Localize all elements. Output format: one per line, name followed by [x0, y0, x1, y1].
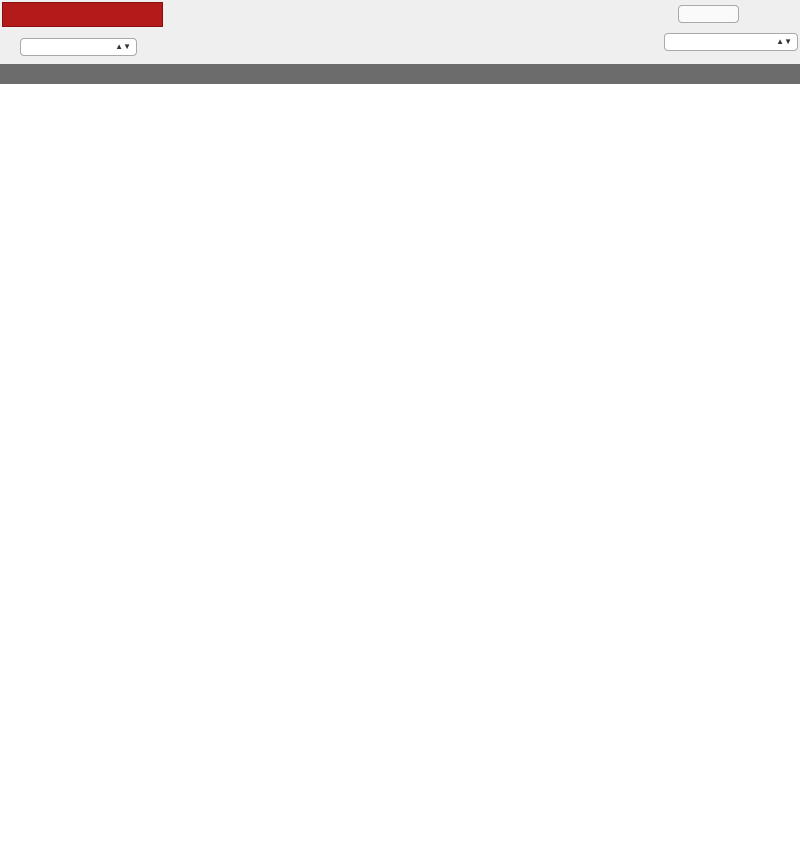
division-select[interactable]: [20, 38, 137, 56]
round-button[interactable]: [2, 2, 163, 27]
refresh-button[interactable]: [678, 5, 739, 23]
chevron-updown-icon: ▲▼: [115, 42, 131, 51]
page-header: [0, 0, 800, 64]
chevron-updown-icon: ▲▼: [776, 37, 792, 46]
sort-select[interactable]: [664, 33, 798, 51]
table-header: [0, 64, 800, 84]
